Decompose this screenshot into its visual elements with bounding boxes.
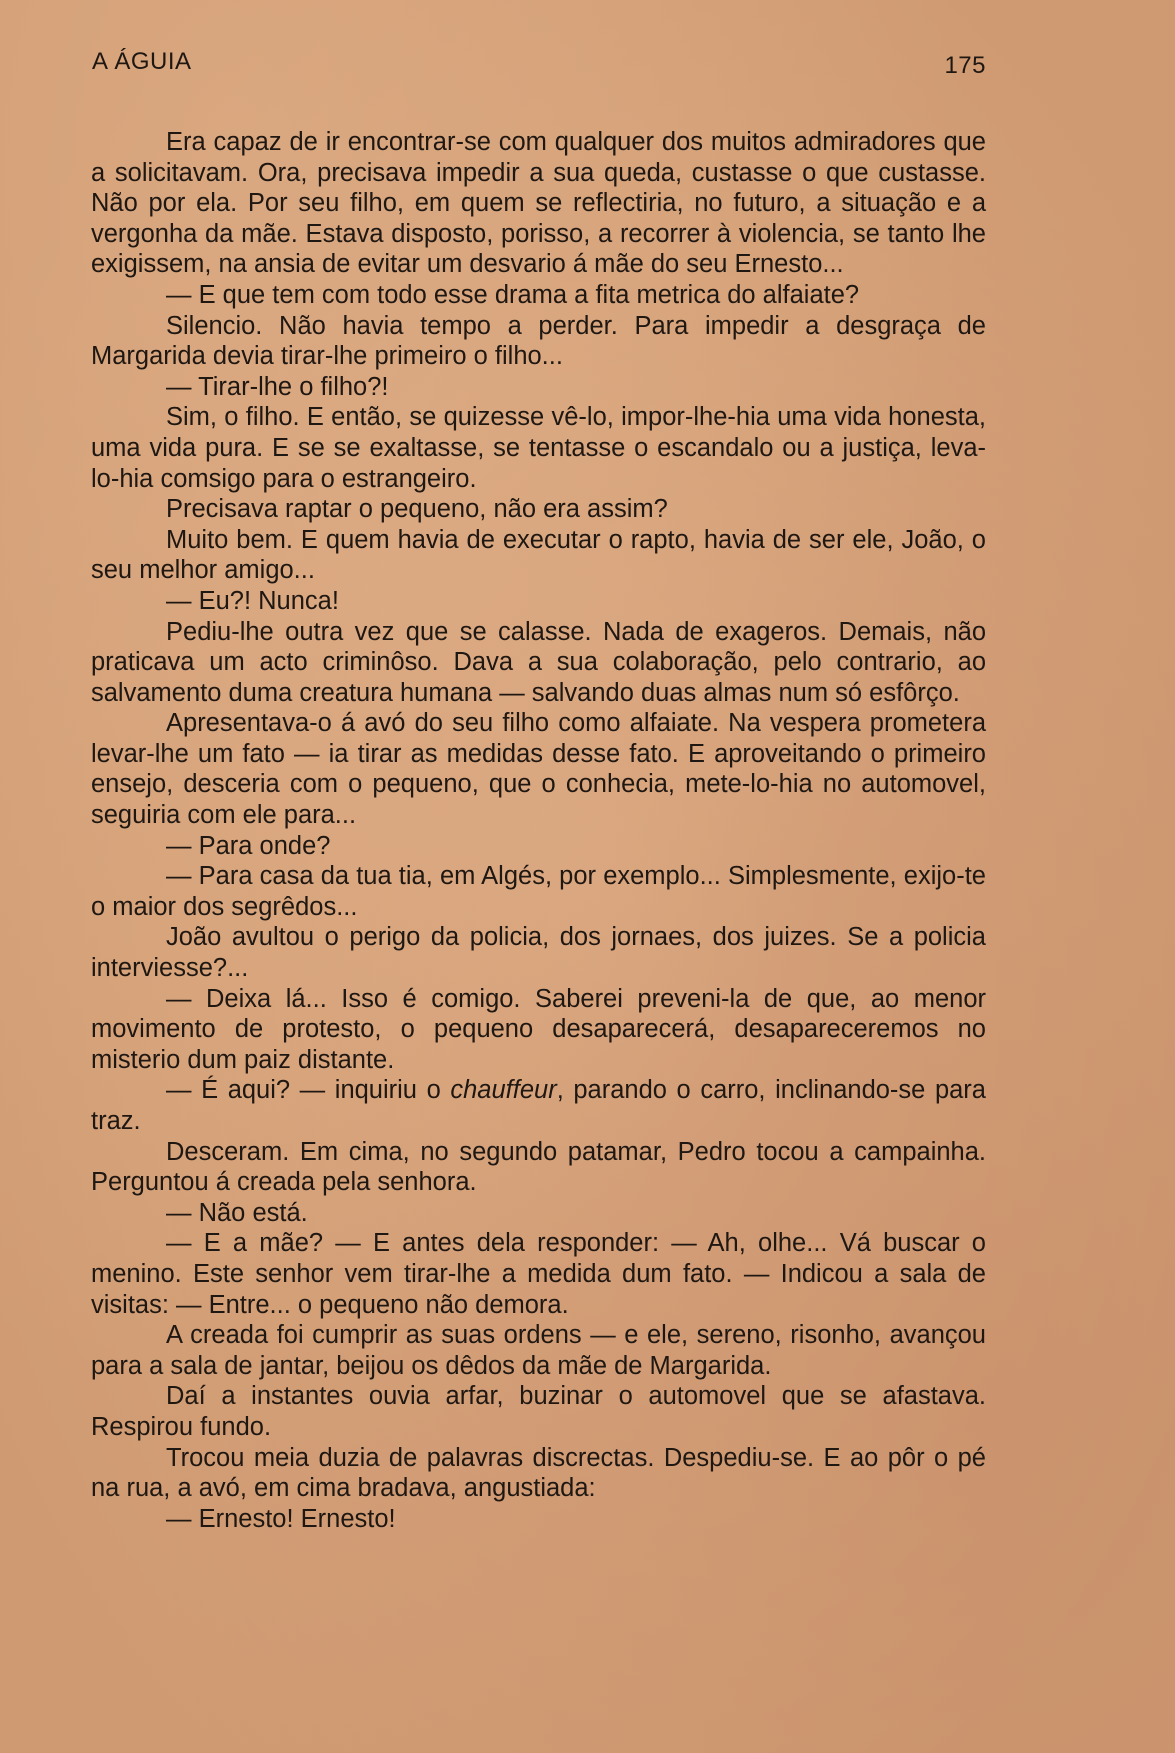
chauffeur-line-before: — É aqui? — inquiriu o	[166, 1076, 451, 1105]
paragraph: A creada foi cumprir as suas ordens — e ele, sereno, risonho, avançou para a sala de jantar, beijou os dêdos da mãe de Margarida.	[91, 1321, 986, 1380]
paragraph: — Ernesto! Ernesto!	[166, 1504, 396, 1533]
running-head	[92, 48, 986, 82]
paragraph: Apresentava-o á avó do seu filho como alfaiate. Na vespera prometera levar-lhe um fato — ia tirar as medidas desse fato. E aproveitando o primeiro ensejo, desceria com o pequeno, que o conhecia, mete-lo-hia no automovel, seguiria com ele para...	[91, 709, 986, 830]
paragraph: Era capaz de ir encontrar-se com qualquer dos muitos admiradores que a solicitavam. Ora, precisava impedir a sua queda, custasse o que custasse. Não por ela. Por seu filho, em quem se reflectiria, no futuro, a situação e a vergonha da mãe. Estava disposto, porisso, a recorrer à violencia, se tanto lhe exigissem, na ansia de evitar um desvario á mãe do seu Ernesto...	[91, 128, 986, 279]
paragraph: — Para casa da tua tia, em Algés, por exemplo... Simplesmente, exijo-te o maior dos segrêdos...	[91, 862, 986, 921]
chauffeur-paragraph	[91, 1075, 986, 1136]
paragraph: — Não está.	[166, 1198, 308, 1227]
paragraph: — Deixa lá... Isso é comigo. Saberei preveni-la de que, ao menor movimento de protesto, o pequeno desaparecerá, desapareceremos no misterio dum paiz distante.	[91, 984, 986, 1074]
chauffeur-word: chauffeur	[450, 1076, 557, 1105]
running-title: A ÁGUIA	[92, 48, 192, 75]
paragraph: — Tirar-lhe o filho?!	[166, 372, 389, 401]
paragraph: Daí a instantes ouvia arfar, buzinar o automovel que se afastava. Respirou fundo.	[91, 1382, 986, 1441]
paragraph: João avultou o perigo da policia, dos jornaes, dos juizes. Se a policia interviesse?...	[91, 923, 986, 983]
paragraph: Pediu-lhe outra vez que se calasse. Nada de exageros. Demais, não praticava um acto criminôso. Dava a sua colaboração, pelo contrario, ao salvamento duma creatura humana — salvando duas almas num só esfôrço.	[91, 617, 986, 707]
paragraph: — E que tem com todo esse drama a fita metrica do alfaiate?	[166, 280, 860, 309]
body-text	[91, 127, 986, 1534]
paragraph: — Para onde?	[166, 831, 331, 860]
chauffeur-line-after: , parando o carro, inclinando-se para traz.	[91, 1076, 986, 1135]
paragraph: Precisava raptar o pequeno, não era assim?	[166, 495, 668, 524]
paragraph: — E a mãe? — E antes dela responder: — Ah, olhe... Vá buscar o menino. Este senhor vem tirar-lhe a medida dum fato. — Indicou a sala de visitas: — Entre... o pequeno não demora.	[91, 1229, 986, 1319]
paragraph: Sim, o filho. E então, se quizesse vê-lo, impor-lhe-hia uma vida honesta, uma vida pura. E se se exaltasse, se tentasse o escandalo ou a justiça, leva-lo-hia comsigo para o estrangeiro.	[91, 403, 986, 493]
paragraph: Silencio. Não havia tempo a perder. Para impedir a desgraça de Margarida devia tirar-lhe primeiro o filho...	[91, 311, 986, 371]
paragraph: — Eu?! Nunca!	[166, 586, 339, 615]
paragraph: Muito bem. E quem havia de executar o rapto, havia de ser ele, João, o seu melhor amigo...	[91, 525, 986, 585]
paragraph: Trocou meia duzia de palavras discrectas. Despediu-se. E ao pôr o pé na rua, a avó, em cima bradava, angustiada:	[91, 1443, 986, 1503]
page-number: 175	[944, 52, 986, 79]
paragraph: Desceram. Em cima, no segundo patamar, Pedro tocou a campainha. Perguntou á creada pela senhora.	[91, 1137, 986, 1197]
